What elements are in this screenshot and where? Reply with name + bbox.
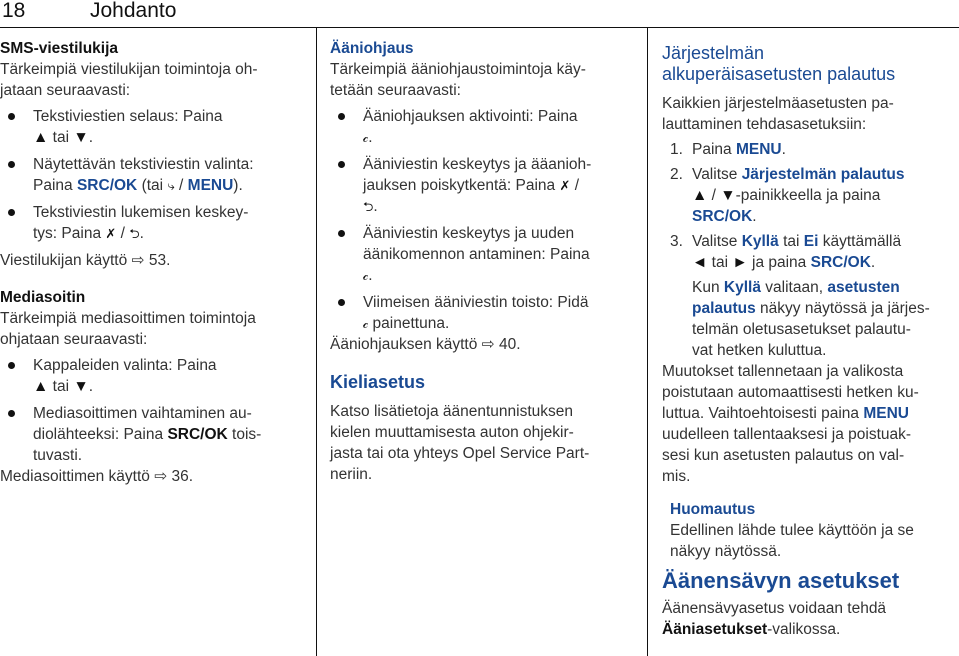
list-item: Tekstiviestien selaus: Paina ▲ tai ▼.: [0, 106, 303, 148]
voice-icon: 𝒸: [363, 268, 369, 283]
list-item: 2. Valitse Järjestelmän palautus ▲ / ▼-painikkeella ja paina SRC/OK.: [670, 166, 905, 225]
bullet: [338, 161, 345, 168]
list-item: Ääniohjauksen aktivointi: Paina 𝒸.: [330, 106, 632, 148]
tone-heading: Äänensävyn asetukset: [662, 568, 900, 593]
note-body: Edellinen lähde tulee käyttöön ja se näkyy näytössä.: [670, 522, 914, 560]
list-item: Kappaleiden valinta: Paina ▲ tai ▼.: [0, 355, 303, 397]
mute-icon: ✗: [559, 178, 571, 193]
list-item: Ääniviestin keskeytys ja ääanioh- jauksen poiskytkentä: Paina ✗ / ⮌.: [330, 154, 632, 217]
reset-section: [662, 43, 959, 487]
bullet: [8, 161, 15, 168]
reset-intro: Kaikkien järjestelmäasetusten pa- lauttaminen tehdasasetuksiin:: [662, 95, 894, 133]
language-body: Katso lisätietoja äänentunnistuksen kielen muuttamisesta auton ohjekir- jasta tai ota yhteys Opel Service Part- neriin.: [330, 403, 590, 483]
back-icon: ⮌: [129, 226, 140, 241]
voice-section: [330, 38, 632, 355]
up-arrow-icon: ▲: [33, 378, 49, 395]
tone-section: [662, 568, 959, 640]
chapter-title: Johdanto: [90, 0, 177, 22]
down-arrow-icon: ▼: [720, 187, 736, 204]
phone-icon: ⤷: [167, 178, 175, 193]
tone-body: Äänensävyasetus voidaan tehdä Ääniasetukset-valikossa.: [662, 600, 887, 638]
list-item: 1. Paina MENU.: [670, 141, 786, 158]
list-item: Ääniviestin keskeytys ja uuden äänikomennon antaminen: Paina 𝒸.: [330, 223, 632, 286]
bullet: [338, 299, 345, 306]
sms-heading: SMS-viestilukija: [0, 40, 119, 57]
voice-icon: 𝒸: [363, 130, 369, 145]
voice-intro: Tärkeimpiä ääniohjaustoimintoja käy- tetään seuraavasti:: [330, 61, 586, 99]
reset-heading: Järjestelmän alkuperäisasetusten palautus: [662, 43, 896, 84]
column-2: [316, 27, 632, 656]
bullet: [338, 113, 345, 120]
bullet: [8, 209, 15, 216]
sms-section: [0, 38, 303, 271]
right-arrow-icon: ►: [732, 254, 748, 271]
list-item: Viimeisen ääniviestin toisto: Pidä 𝒸 painettuna.: [330, 292, 632, 334]
list-item: 3. Valitse Kyllä tai Ei käyttämällä ◄ tai ► ja paina SRC/OK.: [670, 233, 902, 271]
bullet: [8, 362, 15, 369]
ref-arrow-icon: ⇨: [481, 336, 495, 353]
bullet: [8, 410, 15, 417]
sms-intro: Tärkeimpiä viestilukijan toimintoja oh- jataan seuraavasti:: [0, 61, 258, 99]
list-item: Tekstiviestin lukemisen keskey- tys: Paina ✗ / ⮌.: [0, 202, 303, 244]
step-note: Kun Kyllä valitaan, asetusten palautus näkyy näytössä ja järjes- telmän oletusasetukset palautu- vat hetken kuluttua.: [692, 279, 930, 359]
note-section: [670, 499, 959, 562]
up-arrow-icon: ▲: [33, 129, 49, 146]
language-section: [330, 372, 632, 485]
bullet: [8, 113, 15, 120]
list-item: Mediasoittimen vaihtaminen au- diolähteeksi: Paina SRC/OK tois- tuvasti.: [0, 403, 303, 466]
down-arrow-icon: ▼: [73, 129, 89, 146]
list-item: Näytettävän tekstiviestin valinta: Paina SRC/OK (tai ⤷ / MENU).: [0, 154, 303, 196]
voice-heading: Ääniohjaus: [330, 40, 414, 57]
reset-body: Muutokset tallennetaan ja valikosta poistutaan automaattisesti hetken ku- luttua. Vaihtoehtoisesti paina MENU uudelleen tallentaaksesi ja poistuak- sesi kun asetusten palautus on val- mis.: [662, 363, 919, 485]
up-arrow-icon: ▲: [692, 187, 708, 204]
media-intro: Tärkeimpiä mediasoittimen toimintoja ohjataan seuraavasti:: [0, 310, 256, 348]
media-heading: Mediasoitin: [0, 289, 86, 306]
voice-reference: Ääniohjauksen käyttö ⇨ 40.: [330, 336, 521, 353]
back-icon: ⮌: [363, 199, 374, 214]
column-3: [648, 27, 959, 656]
page-number: 18: [2, 0, 26, 22]
column-1: [0, 27, 303, 656]
language-heading: Kieliasetus: [330, 372, 426, 392]
ref-arrow-icon: ⇨: [154, 468, 168, 485]
mute-icon: ✗: [105, 226, 117, 241]
sms-reference: Viestilukijan käyttö ⇨ 53.: [0, 252, 171, 269]
down-arrow-icon: ▼: [73, 378, 89, 395]
page-header: [0, 0, 959, 28]
media-section: [0, 287, 303, 487]
bullet: [338, 230, 345, 237]
ref-arrow-icon: ⇨: [131, 252, 145, 269]
left-arrow-icon: ◄: [692, 254, 708, 271]
voice-icon: 𝒸: [363, 316, 369, 331]
note-heading: Huomautus: [670, 501, 756, 518]
media-reference: Mediasoittimen käyttö ⇨ 36.: [0, 468, 194, 485]
